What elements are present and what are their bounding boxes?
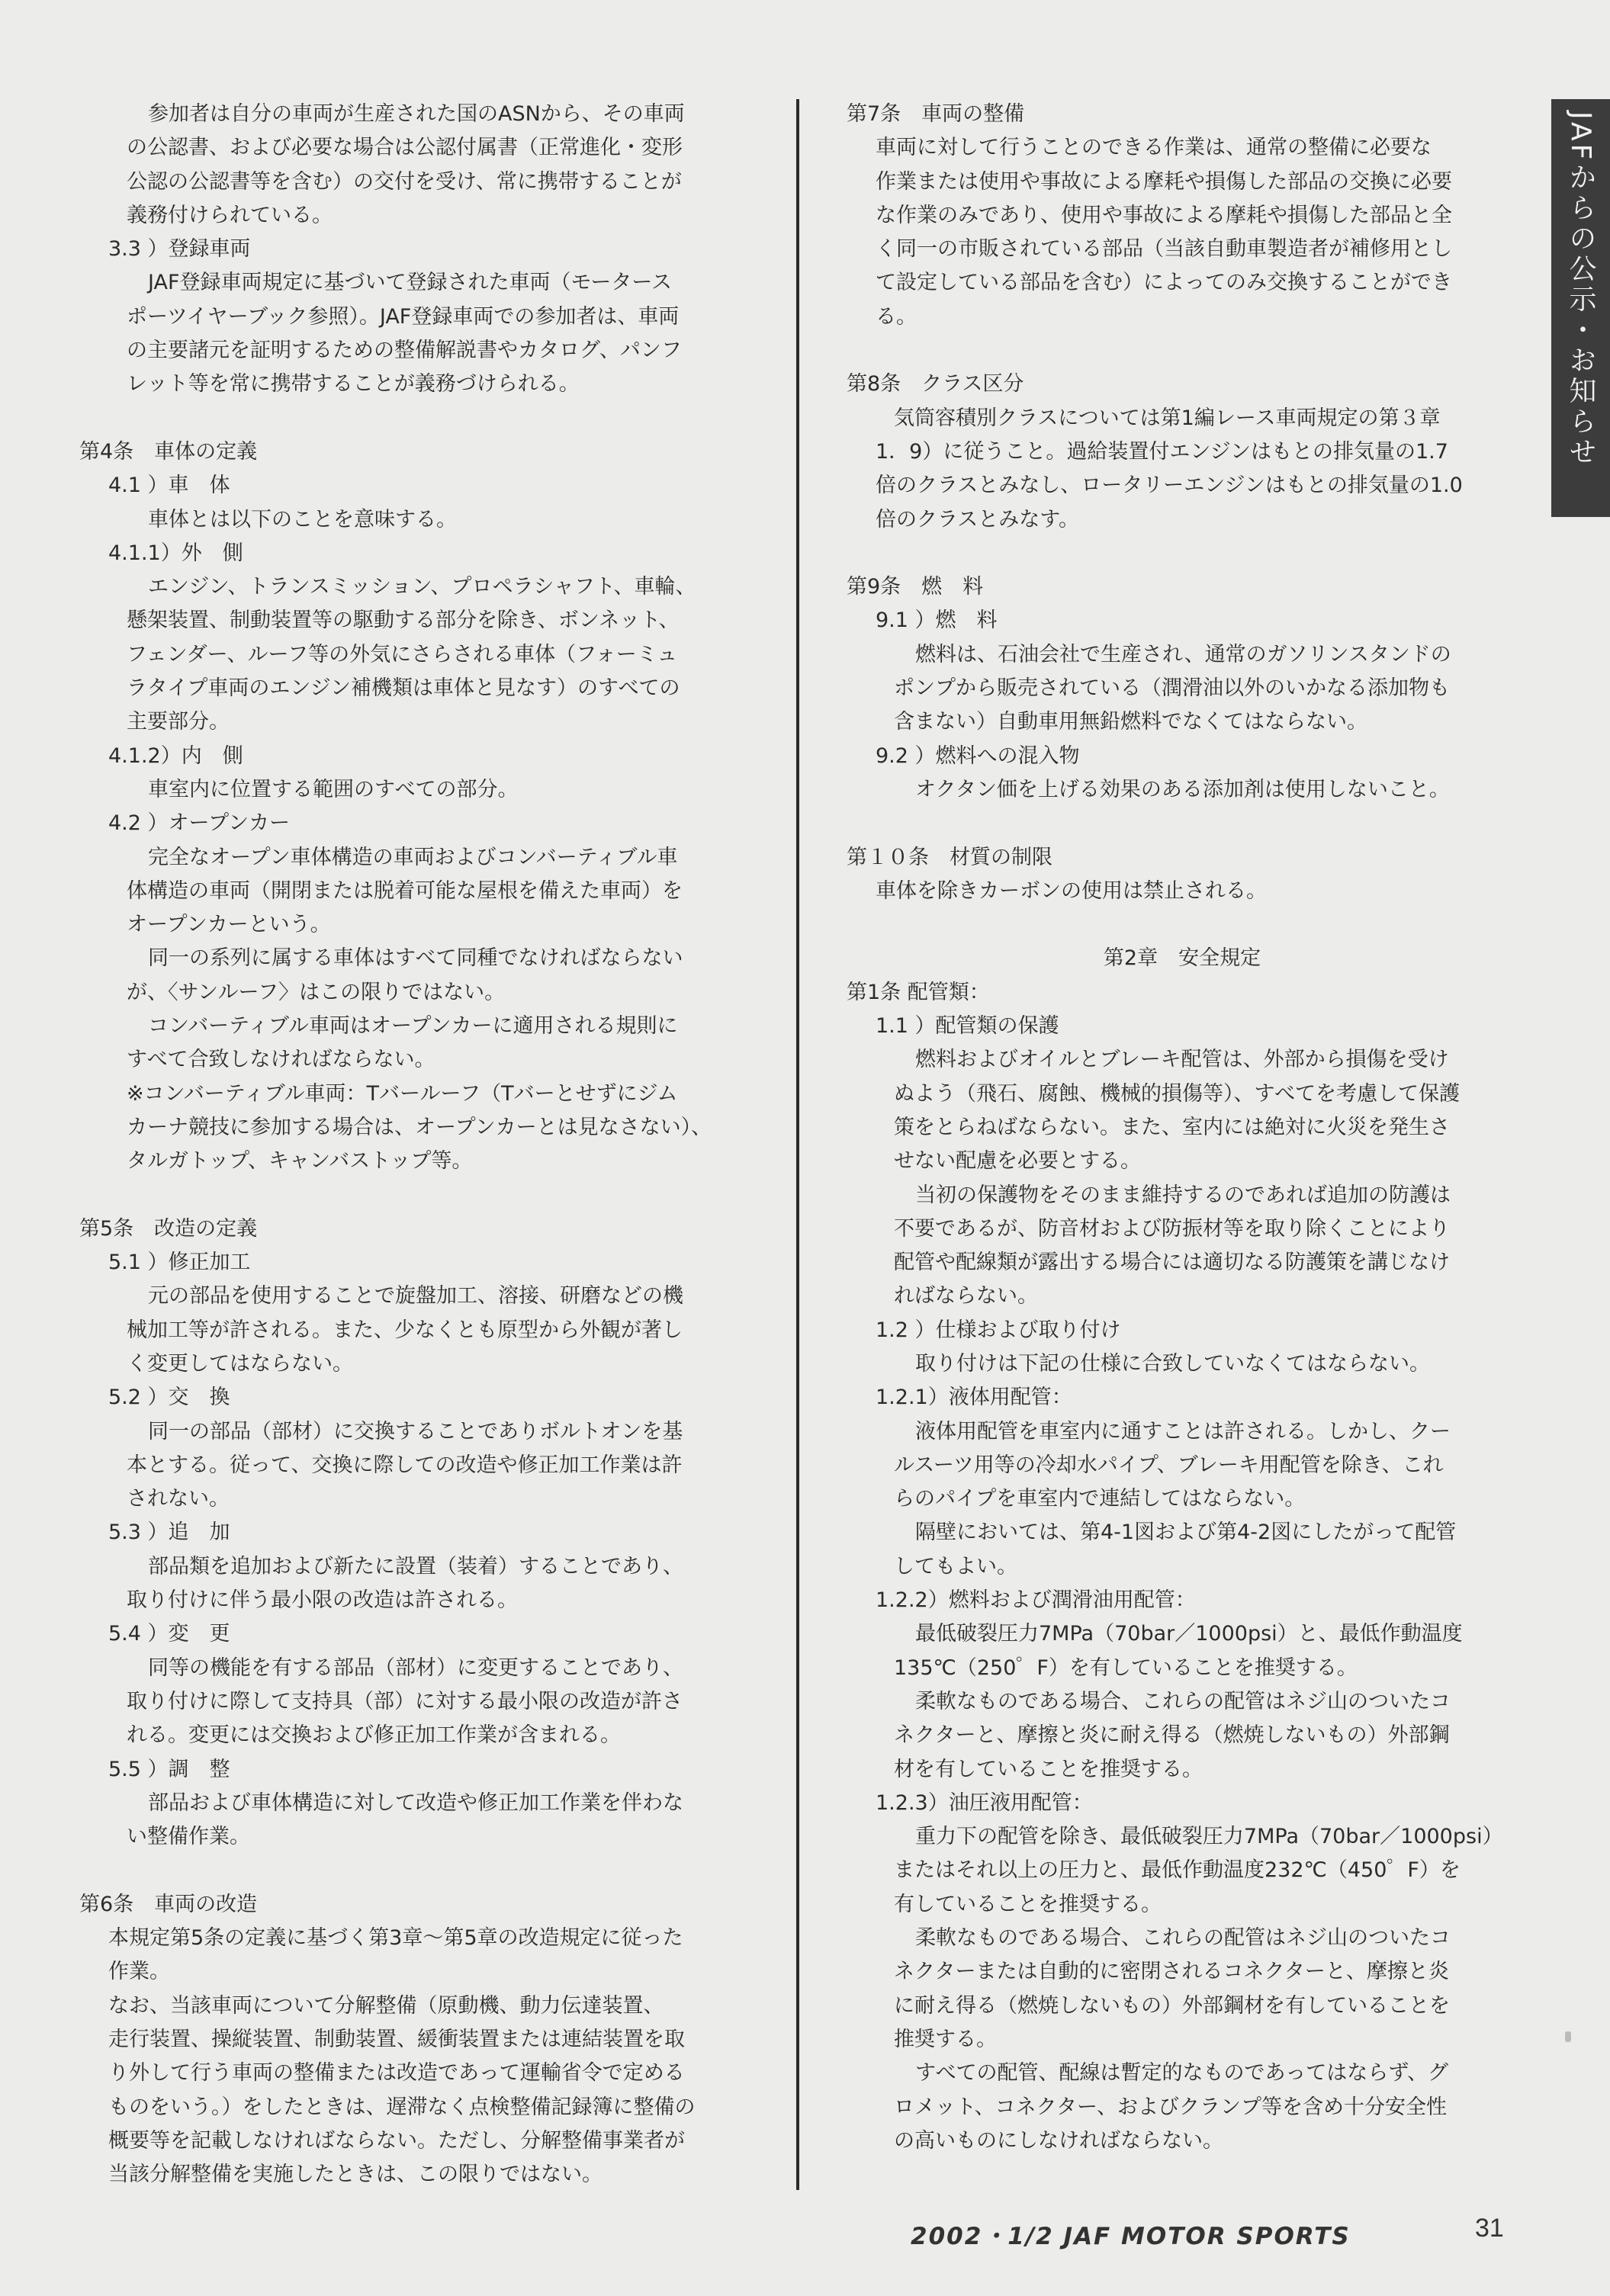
text-line: 本規定第5条の定義に基づく第3章〜第5章の改造規定に従った xyxy=(108,1926,683,1951)
text-line: JAF登録車両規定に基づいて登録された車両（モータース xyxy=(148,271,673,295)
text-line: 同等の機能を有する部品（部材）に変更することであり、 xyxy=(148,1655,683,1680)
article-heading: 第2章 安全規定 xyxy=(1103,946,1261,971)
text-line: 車両に対して行うことのできる作業は、通常の整備に必要な xyxy=(876,136,1432,160)
text-line: ぬよう（飛石、腐蝕、機械的損傷等）、すべてを考慮して保護 xyxy=(894,1081,1460,1106)
subsection-heading: 9.2 ）燃料への混入物 xyxy=(876,743,1080,768)
text-line: 取り付けは下記の仕様に合致していなくてはならない。 xyxy=(915,1351,1430,1376)
spacer xyxy=(847,537,1518,570)
text-line: タルガトップ、キャンバストップ等。 xyxy=(127,1149,473,1174)
article-heading: 第6条 車両の改造 xyxy=(79,1892,258,1916)
text-line: ればならない。 xyxy=(894,1284,1038,1309)
text-line: の主要諸元を証明するための整備解説書やカタログ、パンフ xyxy=(127,339,682,363)
text-line: 倍のクラスとみなす。 xyxy=(876,507,1080,531)
text-line: なお、当該車両について分解整備（原動機、動力伝達装置、 xyxy=(108,1993,664,2018)
subsection-heading: 1.2.1）液体用配管： xyxy=(876,1386,1072,1410)
text-line: ネクターまたは自動的に密閉されるコネクターと、摩擦と炎 xyxy=(894,1960,1449,1984)
text-line: 材を有していることを推奨する。 xyxy=(894,1757,1203,1781)
subsection-heading: 5.4 ）変 更 xyxy=(108,1622,230,1646)
text-line: く変更してはならない。 xyxy=(127,1351,353,1376)
subsection-heading: 5.3 ）追 加 xyxy=(108,1520,230,1545)
right-column xyxy=(847,98,1518,2158)
subsection-heading: 1.1 ）配管類の保護 xyxy=(876,1014,1059,1039)
subsection-heading: 4.1.1）外 側 xyxy=(108,541,243,565)
subsection-heading: 4.1.2）内 側 xyxy=(108,743,243,768)
text-line: ラタイプ車両のエンジン補機類は車体と見なす）のすべての xyxy=(127,676,680,701)
text-line: 本とする。従って、交換に際しての改造や修正加工作業は許 xyxy=(127,1453,683,1477)
text-line: る。 xyxy=(876,304,917,329)
subsection-heading: 9.1 ）燃 料 xyxy=(876,609,998,633)
text-line: オープンカーという。 xyxy=(127,913,331,937)
text-line: ルスーツ用等の冷却水パイプ、ブレーキ用配管を除き、これ xyxy=(894,1453,1444,1477)
text-line: 柔軟なものである場合、これらの配管はネジ山のついたコ xyxy=(915,1926,1451,1951)
text-line: 作業または使用や事故による摩耗や損傷した部品の交換に必要 xyxy=(876,169,1452,194)
section-side-tab xyxy=(1551,99,1610,517)
text-line: 車体を除きカーボンの使用は禁止される。 xyxy=(876,878,1267,903)
text-line: 策をとらねばならない。また、室内には絶対に火災を発生さ xyxy=(894,1115,1450,1139)
text-line: 当初の保護物をそのまま維持するのであれば追加の防護は xyxy=(915,1183,1451,1207)
text-line: 隔壁においては、第4-1図および第4-2図にしたがって配管 xyxy=(915,1520,1457,1545)
text-line: 135℃（250゜F）を有していることを推奨する。 xyxy=(894,1655,1358,1680)
article-heading: 第１０条 材質の制限 xyxy=(847,845,1052,869)
footer-page-number: 31 xyxy=(1475,2214,1504,2243)
text-line: 作業。 xyxy=(108,1960,170,1984)
text-line: コンバーティブル車両はオープンカーに適用される規則に xyxy=(148,1014,678,1039)
text-line: 取り付けに伴う最小限の改造は許される。 xyxy=(127,1588,518,1613)
text-line: 当該分解整備を実施したときは、この限りではない。 xyxy=(108,2163,603,2187)
subsection-heading: 1.2 ）仕様および取り付け xyxy=(876,1318,1121,1342)
text-line: 配管や配線類が露出する場合には適切なる防護策を講じなけ xyxy=(894,1251,1450,1275)
text-line: 体構造の車両（開閉または脱着可能な屋根を備えた車両）を xyxy=(127,878,683,903)
text-line: ものをいう。）をしたときは、遅滞なく点検整備記録簿に整備の xyxy=(108,2095,696,2119)
article-heading: 第8条 クラス区分 xyxy=(847,372,1024,397)
article-heading: 第9条 燃 料 xyxy=(847,575,984,599)
column-divider xyxy=(796,99,799,2190)
subsection-heading: 5.1 ）修正加工 xyxy=(108,1251,251,1275)
text-line: 概要等を記載しなければならない。ただし、分解整備事業者が xyxy=(108,2128,685,2153)
text-line: の公認書、および必要な場合は公認付属書（正常進化・変形 xyxy=(127,136,683,160)
text-line: が、〈サンルーフ〉はこの限りではない。 xyxy=(127,980,506,1004)
spacer xyxy=(79,402,750,435)
text-line: 倍のクラスとみなし、ロータリーエンジンはもとの排気量の1.0 xyxy=(876,474,1463,498)
text-line: い整備作業。 xyxy=(127,1825,250,1849)
text-line: 燃料およびオイルとブレーキ配管は、外部から損傷を受け xyxy=(915,1048,1449,1072)
subsection-heading: 3.3 ）登録車両 xyxy=(108,237,251,262)
text-line: 元の部品を使用することで旋盤加工、溶接、研磨などの機 xyxy=(148,1284,683,1309)
scan-speck xyxy=(1565,2031,1571,2042)
text-line: 推奨する。 xyxy=(894,2027,997,2051)
text-line: ポンプから販売されている（潤滑油以外のいかなる添加物も xyxy=(894,676,1450,701)
text-line: 車室内に位置する範囲のすべての部分。 xyxy=(148,777,519,801)
subsection-heading: 1.2.2）燃料および潤滑油用配管： xyxy=(876,1588,1196,1613)
article-heading: 第4条 車体の定義 xyxy=(79,439,258,464)
text-line: 有していることを推奨する。 xyxy=(894,1892,1162,1916)
text-line: 走行装置、操縦装置、制動装置、緩衝装置または連結装置を取 xyxy=(108,2027,685,2051)
text-line: されない。 xyxy=(127,1487,230,1511)
text-line: 同一の部品（部材）に交換することでありボルトオンを基 xyxy=(148,1419,683,1443)
text-line: オクタン価を上げる効果のある添加剤は使用しないこと。 xyxy=(915,777,1450,801)
text-line: 取り付けに際して支持具（部）に対する最小限の改造が許さ xyxy=(127,1689,683,1713)
text-line: ネクターと、摩擦と炎に耐え得る（燃焼しないもの）外部鋼 xyxy=(894,1723,1450,1748)
text-line: 車体とは以下のことを意味する。 xyxy=(148,507,457,531)
text-line: すべての配管、配線は暫定的なものであってはならず、グ xyxy=(915,2061,1449,2086)
text-line: な作業のみであり、使用や事故による摩耗や損傷した部品と全 xyxy=(876,203,1452,227)
text-line: く同一の市販されている部品（当該自動車製造者が補修用とし xyxy=(876,237,1452,262)
subsection-heading: 4.2 ）オープンカー xyxy=(108,811,291,836)
text-line: 燃料は、石油会社で生産され、通常のガソリンスタンドの xyxy=(915,642,1451,666)
article-heading: 第5条 改造の定義 xyxy=(79,1216,258,1241)
spacer xyxy=(79,1854,750,1887)
spacer xyxy=(79,1179,750,1212)
spacer xyxy=(847,334,1518,368)
text-line: らのパイプを車室内で連結してはならない。 xyxy=(894,1487,1306,1511)
text-line: カーナ競技に参加する場合は、オープンカーとは見なさない）、 xyxy=(127,1115,712,1139)
text-line: 1．9）に従うこと。過給装置付エンジンはもとの排気量の1.7 xyxy=(876,439,1448,464)
article-heading: 第7条 車両の整備 xyxy=(847,102,1025,126)
text-line: 完全なオープン車体構造の車両およびコンバーティブル車 xyxy=(148,845,678,869)
text-line: 含まない）自動車用無鉛燃料でなくてはならない。 xyxy=(894,710,1367,734)
text-line: 部品類を追加および新たに設置（装着）することであり、 xyxy=(148,1554,683,1578)
spacer xyxy=(847,807,1518,840)
text-line: て設定している部品を含む）によってのみ交換することができ xyxy=(876,271,1452,295)
text-line: に耐え得る（燃焼しないもの）外部鋼材を有していることを xyxy=(894,1993,1450,2018)
side-tab-label: JAFからの公示・お知らせ xyxy=(1565,111,1596,468)
text-line: ※コンバーティブル車両：Tバールーフ（Tバーとせずにジム xyxy=(127,1081,678,1106)
spacer xyxy=(847,908,1518,942)
text-line: 義務付けられている。 xyxy=(127,203,333,227)
subsection-heading: 1.2.3）油圧液用配管： xyxy=(876,1790,1093,1815)
text-line: せない配慮を必要とする。 xyxy=(894,1149,1141,1174)
text-line: またはそれ以上の圧力と、最低作動温度232℃（450゜F）を xyxy=(894,1858,1461,1883)
text-line: 械加工等が許される。また、少なくとも原型から外観が著し xyxy=(127,1318,683,1342)
text-line: 主要部分。 xyxy=(127,710,230,734)
text-line: 部品および車体構造に対して改造や修正加工作業を伴わな xyxy=(148,1790,683,1815)
text-line: ロメット、コネクター、およびクランプ等を含め十分安全性 xyxy=(894,2095,1447,2119)
subsection-heading: 5.5 ）調 整 xyxy=(108,1757,230,1781)
text-line: エンジン、トランスミッション、プロペラシャフト、車輪、 xyxy=(148,575,696,599)
subsection-heading: 4.1 ）車 体 xyxy=(108,474,230,498)
text-line: 不要であるが、防音材および防振材等を取り除くことにより xyxy=(894,1216,1450,1241)
left-column xyxy=(79,98,750,2192)
text-line: 液体用配管を車室内に通すことは許される。しかし、クー xyxy=(915,1419,1451,1443)
text-line: してもよい。 xyxy=(894,1554,1017,1578)
text-line: 懸架装置、制動装置等の駆動する部分を除き、ボンネット、 xyxy=(127,609,680,633)
text-line: り外して行う車両の整備または改造であって運輸省令で定める xyxy=(108,2061,685,2086)
text-line: ポーツイヤーブック参照）。JAF登録車両での参加者は、車両 xyxy=(127,304,680,329)
text-line: 最低破裂圧力7MPa（70bar／1000psi）と、最低作動温度 xyxy=(915,1622,1463,1646)
subsection-heading: 5.2 ）交 換 xyxy=(108,1386,230,1410)
text-line: 気筒容積別クラスについては第1編レース車両規定の第３章 xyxy=(894,406,1441,430)
text-line: 公認の公認書等を含む）の交付を受け、常に携帯することが xyxy=(127,169,682,194)
text-line: フェンダー、ルーフ等の外気にさらされる車体（フォーミュ xyxy=(127,642,678,666)
text-line: 参加者は自分の車両が生産された国のASNから、その車両 xyxy=(148,102,685,126)
text-line: 重力下の配管を除き、最低破裂圧力7MPa（70bar／1000psi） xyxy=(915,1825,1503,1849)
text-line: の高いものにしなければならない。 xyxy=(894,2128,1223,2153)
text-line: 柔軟なものである場合、これらの配管はネジ山のついたコ xyxy=(915,1689,1451,1713)
text-line: すべて合致しなければならない。 xyxy=(127,1048,435,1072)
text-line: れる。変更には交換および修正加工作業が含まれる。 xyxy=(127,1723,621,1748)
text-line: 同一の系列に属する車体はすべて同種でなければならない xyxy=(148,946,683,971)
article-heading: 第1条 配管類： xyxy=(847,980,990,1004)
text-line: レット等を常に携帯することが義務づけられる。 xyxy=(127,372,580,397)
footer-magazine-title: 2002・1/2 JAF MOTOR SPORTS xyxy=(911,2223,1351,2250)
